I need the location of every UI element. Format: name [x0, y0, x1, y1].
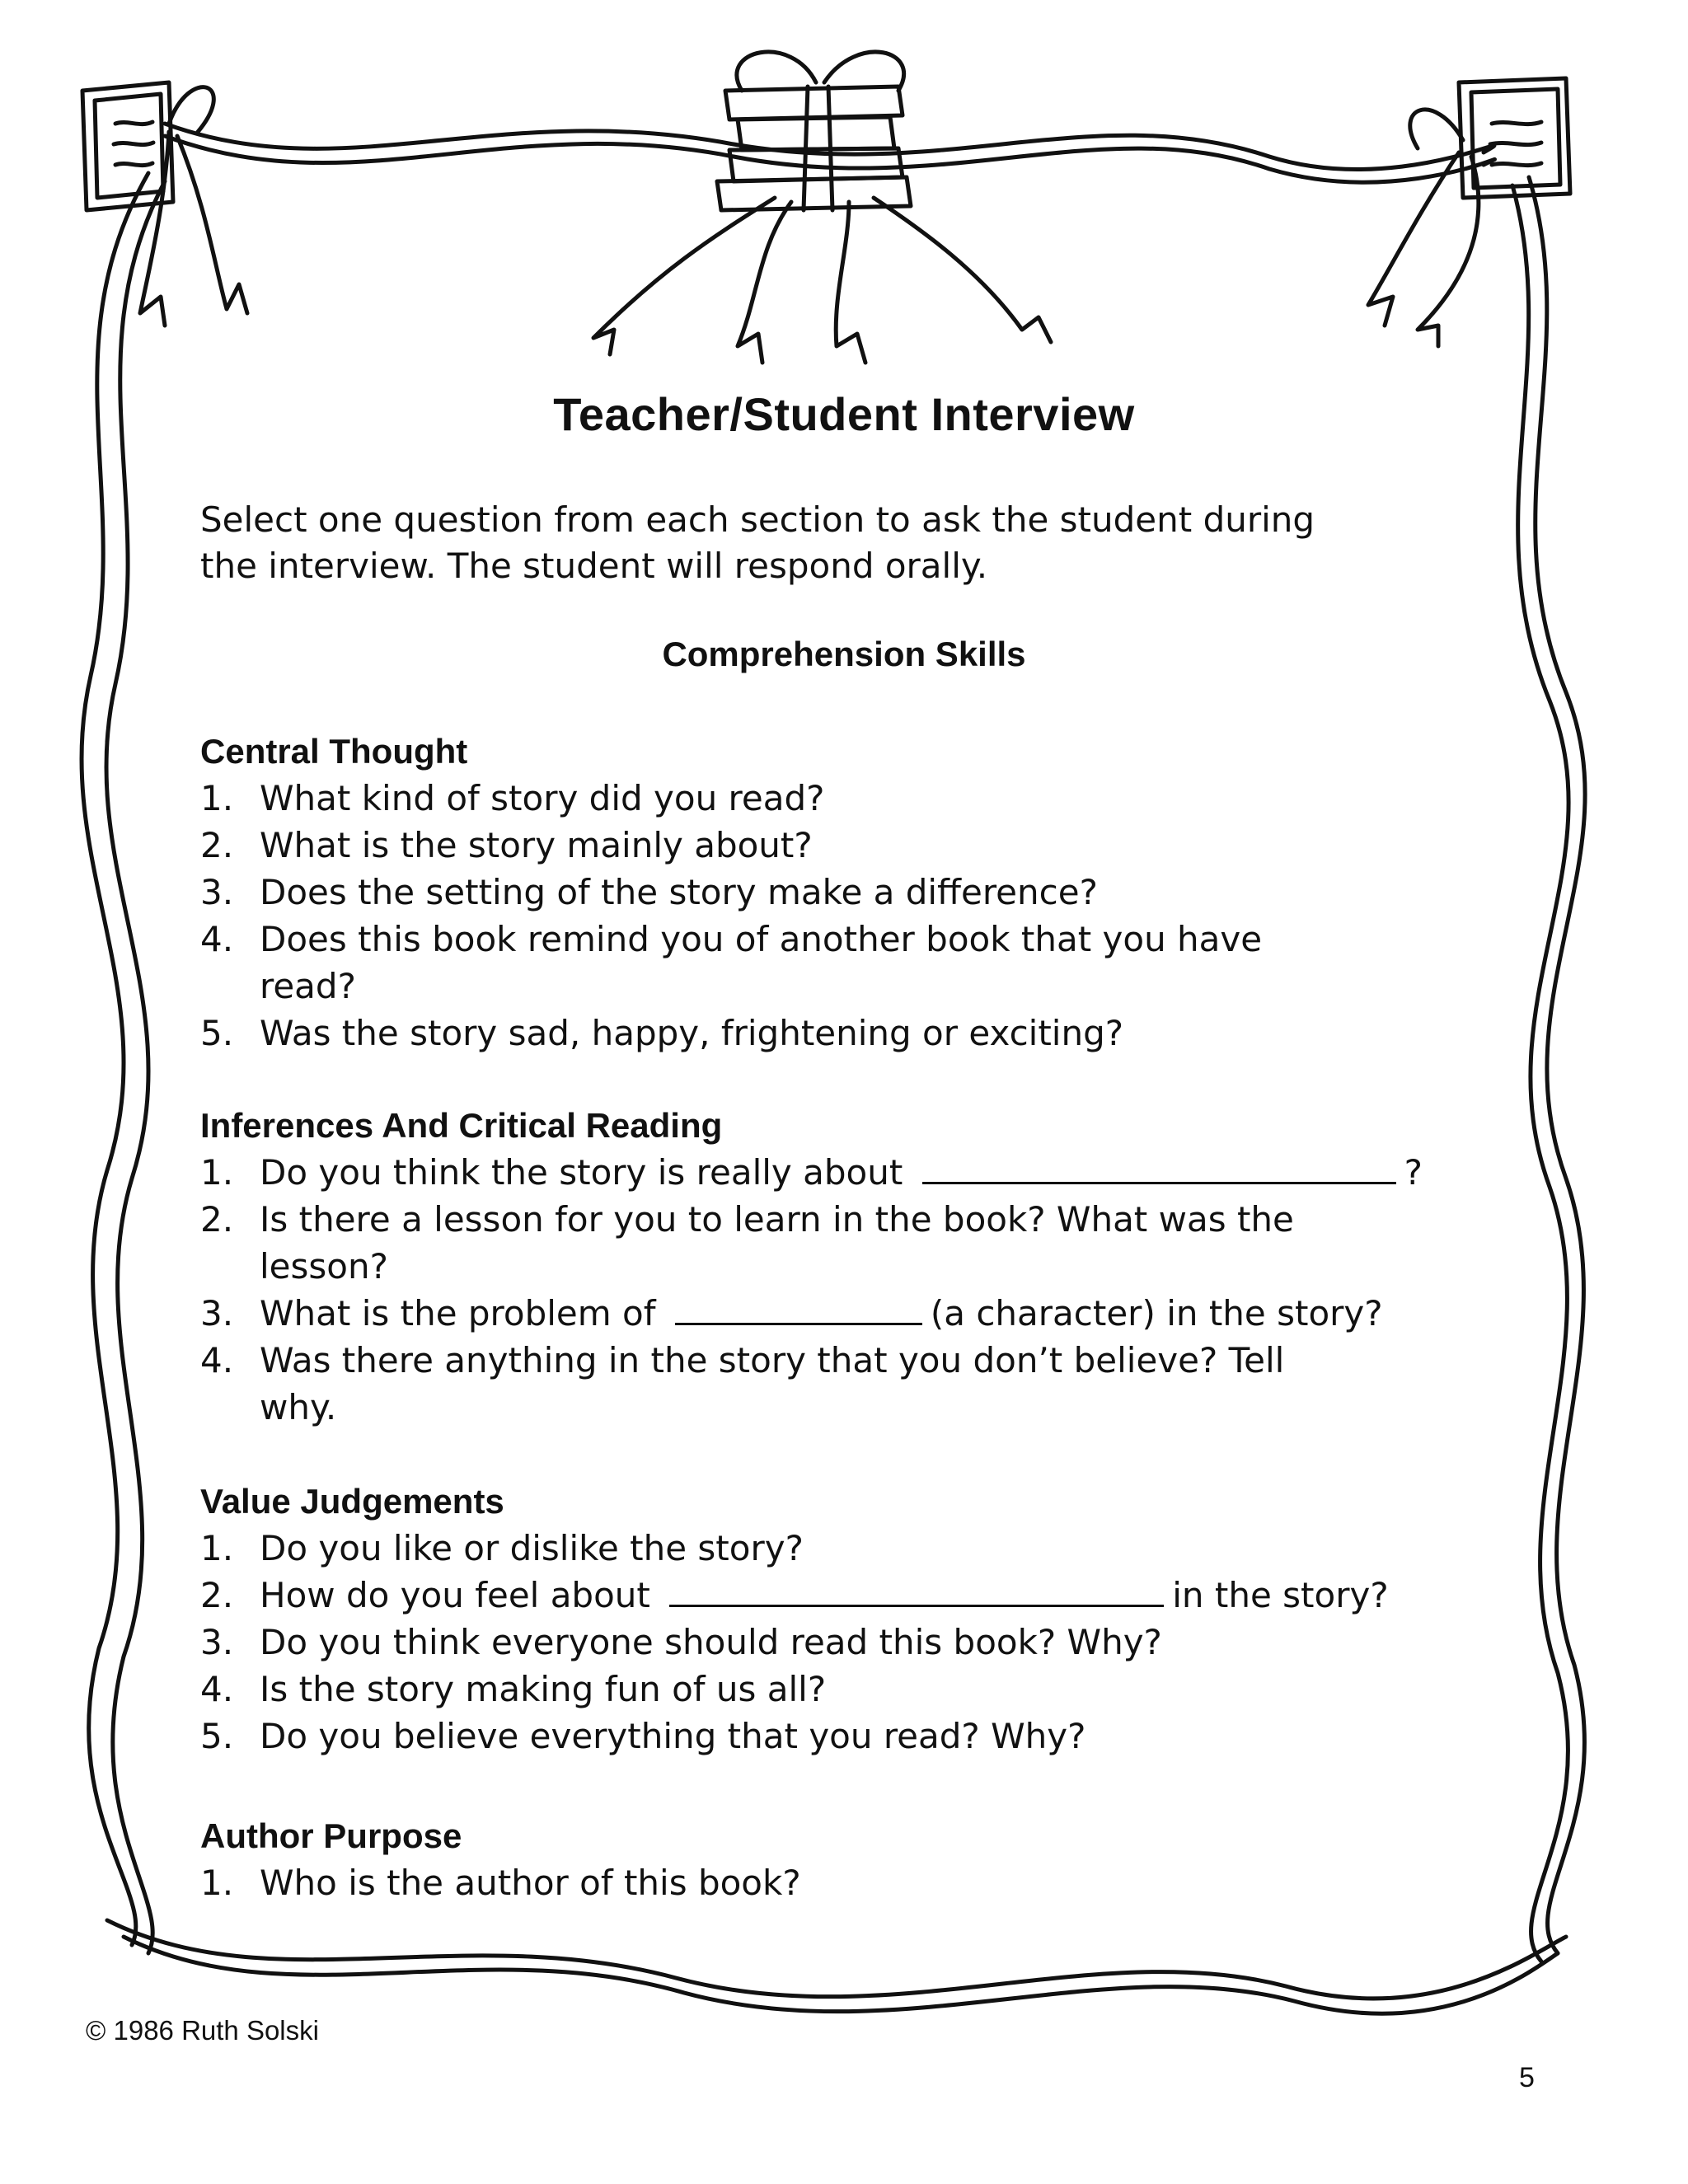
section-subheading: Comprehension Skills	[662, 635, 1026, 673]
question-item	[200, 1619, 1486, 1666]
question-number: 5.	[200, 1716, 234, 1756]
question-number: 2.	[200, 1575, 234, 1615]
question-number: 1.	[200, 1152, 234, 1193]
copyright-notice: © 1986 Ruth Solski	[86, 2015, 319, 2046]
answer-blank-line	[675, 1290, 922, 1325]
question-number: 5.	[200, 1013, 234, 1053]
section-inferences-critical-reading	[200, 1103, 1486, 1431]
question-text: What kind of story did you read?	[260, 778, 825, 818]
question-suffix: in the story?	[1172, 1575, 1389, 1615]
question-text: Do you believe everything that you read? Why?	[260, 1716, 1086, 1756]
question-number: 4.	[200, 919, 234, 959]
question-text: Who is the author of this book?	[260, 1863, 801, 1903]
question-number: 2.	[200, 1199, 234, 1240]
section-title: Author Purpose	[200, 1816, 462, 1855]
answer-blank-line	[669, 1572, 1164, 1607]
question-item	[200, 1713, 1486, 1760]
question-text: Do you think everyone should read this book? Why?	[260, 1622, 1162, 1662]
question-number: 4.	[200, 1340, 234, 1380]
question-item	[200, 1149, 1486, 1196]
question-text: Do you like or dislike the story?	[260, 1528, 804, 1568]
question-item	[200, 916, 1486, 1010]
question-item	[200, 775, 1486, 822]
section-title: Inferences And Critical Reading	[200, 1106, 723, 1145]
question-continuation: read?	[260, 966, 356, 1006]
section-author-purpose	[200, 1813, 1486, 1906]
question-item	[200, 1290, 1486, 1337]
section-value-judgements	[200, 1479, 1486, 1760]
question-text: Is there a lesson for you to learn in the book? What was the	[260, 1199, 1294, 1240]
intro-line: the interview. The student will respond orally.	[200, 546, 988, 586]
section-title: Central Thought	[200, 732, 468, 771]
page-title: Teacher/Student Interview	[553, 388, 1135, 440]
question-item	[200, 869, 1486, 916]
question-text: Do you think the story is really about	[260, 1152, 903, 1193]
question-text: Does the setting of the story make a difference?	[260, 872, 1098, 912]
page-number: 5	[1519, 2062, 1535, 2093]
question-number: 1.	[200, 1528, 234, 1568]
section-title: Value Judgements	[200, 1482, 504, 1521]
section-central-thought	[200, 729, 1486, 1057]
question-number: 1.	[200, 1863, 234, 1903]
intro-paragraph	[200, 497, 1437, 589]
question-item	[200, 1859, 1486, 1906]
question-number: 3.	[200, 1622, 234, 1662]
question-suffix: ?	[1404, 1152, 1423, 1193]
question-item	[200, 822, 1486, 869]
question-text: What is the problem of	[260, 1293, 656, 1333]
question-number: 1.	[200, 778, 234, 818]
question-continuation: why.	[260, 1387, 337, 1427]
question-number: 3.	[200, 1293, 234, 1333]
intro-line: Select one question from each section to ask the student during	[200, 499, 1315, 540]
question-number: 3.	[200, 872, 234, 912]
question-item	[200, 1196, 1486, 1290]
question-text: Does this book remind you of another book that you have	[260, 919, 1263, 959]
question-suffix: (a character) in the story?	[930, 1293, 1383, 1333]
question-text: What is the story mainly about?	[260, 825, 813, 865]
question-item	[200, 1525, 1486, 1572]
question-text: How do you feel about	[260, 1575, 650, 1615]
question-item	[200, 1010, 1486, 1057]
answer-blank-line	[922, 1149, 1396, 1184]
question-text: Was there anything in the story that you don’t believe? Tell	[260, 1340, 1285, 1380]
question-number: 2.	[200, 825, 234, 865]
question-item	[200, 1666, 1486, 1713]
question-text: Is the story making fun of us all?	[260, 1669, 827, 1709]
question-item	[200, 1572, 1486, 1619]
question-number: 4.	[200, 1669, 234, 1709]
question-continuation: lesson?	[260, 1246, 388, 1286]
question-text: Was the story sad, happy, frightening or exciting?	[260, 1013, 1124, 1053]
question-item	[200, 1337, 1486, 1431]
